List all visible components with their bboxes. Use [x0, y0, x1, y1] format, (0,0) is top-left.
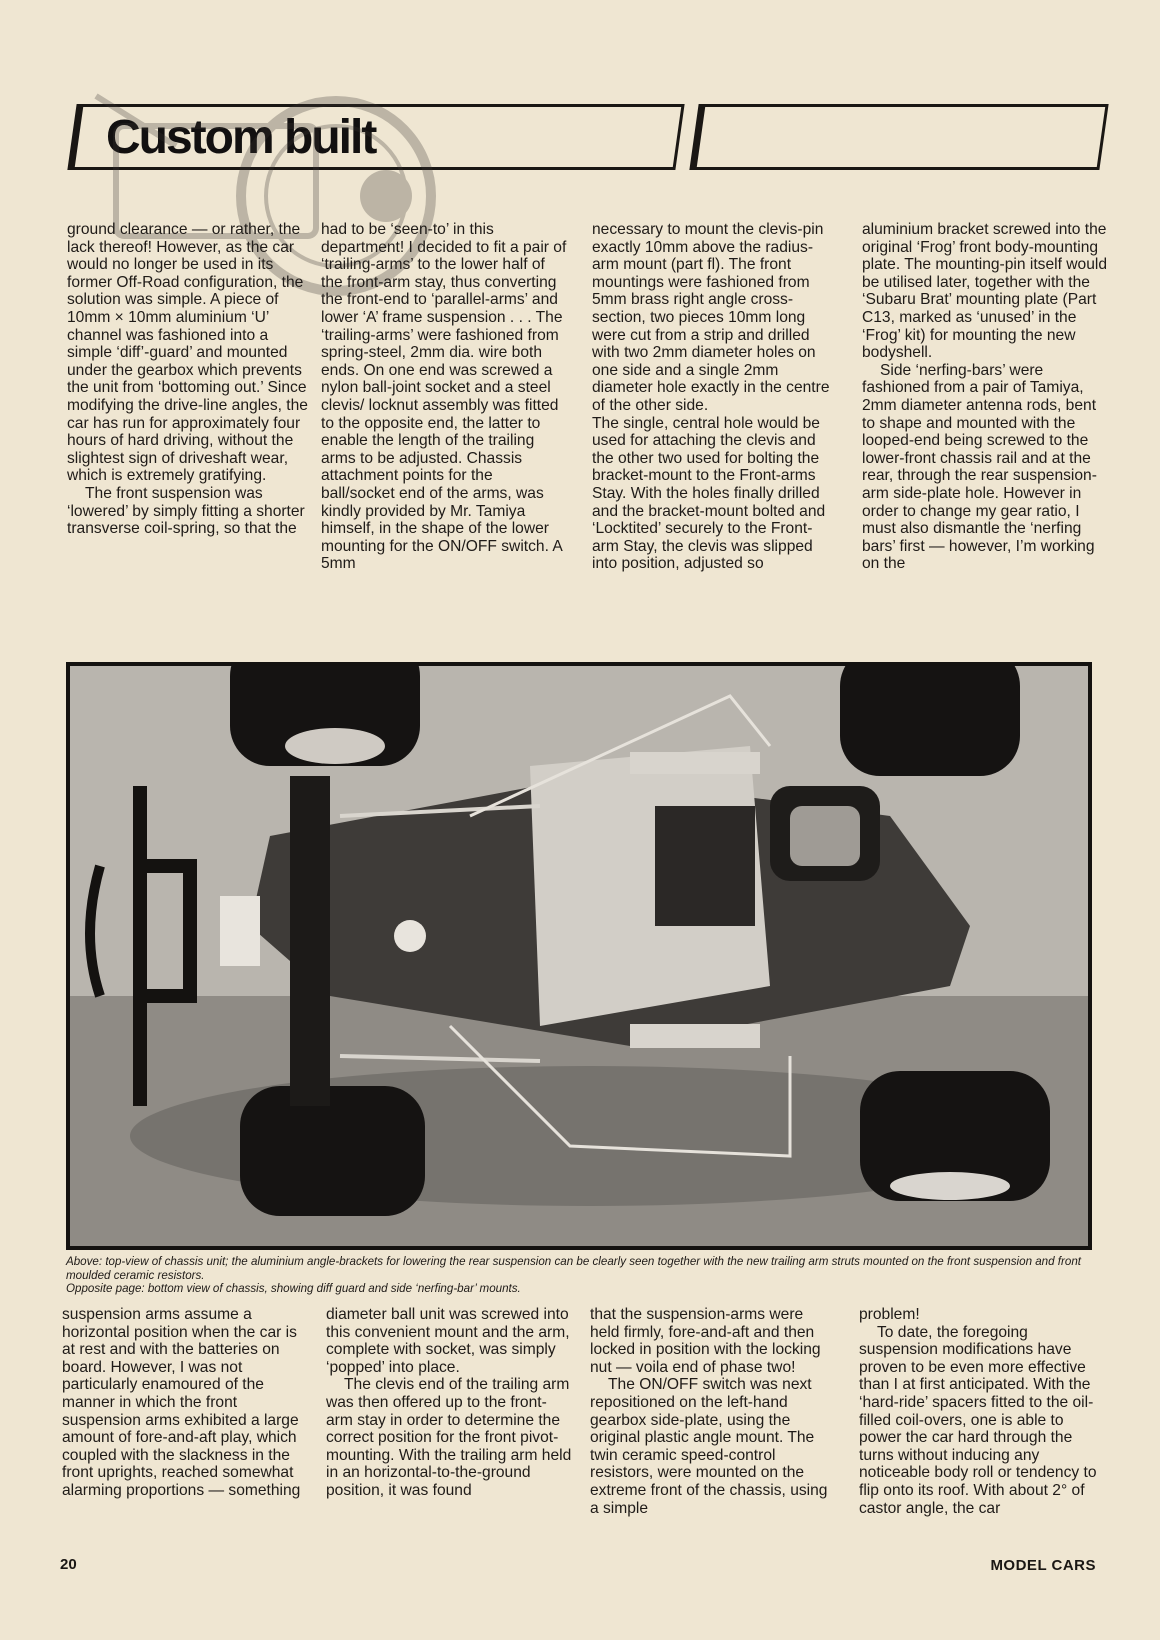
page-number: 20	[60, 1556, 77, 1573]
caption-line: Above: top-view of chassis unit; the aluminium angle-brackets for lowering the rear suspension can be clearly seen together with the new trailing arm struts mounted on the front suspension and front moulded ceramic resistors.	[66, 1255, 1081, 1282]
paragraph: had to be ‘seen-to’ in this department! I decided to fit a pair of ‘trailing-arms’ to the lower half of the front-arm stay, thus converting the front-end to ‘parallel-arms’ and lower ‘A’ frame suspension . . . The ‘trailing-arms’ were fashioned from spring-steel, 2mm dia. wire both ends. On one end was screwed a nylon ball-joint socket and a steel clevis/ locknut assembly was fitted to the opposite end, the latter to enable the length of the trailing arms to be adjusted. Chassis attachment points for the ball/socket end of the arms, was kindly provided by Mr. Tamiya himself, in the shape of the lower mounting for the ON/OFF switch. A 5mm	[321, 221, 567, 573]
paragraph: Side ‘nerfing-bars’ were fashioned from a pair of Tamiya, 2mm diameter antenna rods, bent to shape and mounted with the looped-end being screwed to the lower-front chassis rail and at the rear, through the rear suspension-arm side-plate hole. However in order to change my gear ratio, I must also dismantle the ‘nerfing bars’ first — however, I’m working on the	[862, 361, 1097, 573]
text-column-4	[862, 221, 1108, 573]
page-title: Custom built	[106, 111, 376, 164]
text-column-1	[67, 221, 313, 538]
paragraph: ground clearance — or rather, the lack thereof! However, as the car would no longer be used in its former Off-Road configuration, the solution was simple. A piece of 10mm × 10mm aluminium ‘U’ channel was fashioned into a simple ‘diff’-guard’ and mounted under the gearbox which prevents the unit from ‘bottoming out.’ Since modifying the drive-line angles, the car has run for approximately four hours of hard driving, without the slightest sign of driveshaft wear, which is extremely gratifying.	[67, 221, 308, 485]
text-column-7	[590, 1306, 836, 1517]
photo-caption	[66, 1255, 1096, 1296]
paragraph: The ON/OFF switch was next repositioned on the left-hand gearbox side-plate, using the original plastic angle mount. The twin ceramic speed-control resistors, were mounted on the extreme front of the chassis, using a simple	[590, 1376, 828, 1517]
paragraph: diameter ball unit was screwed into this convenient mount and the arm, complete with socket, was simply ‘popped’ into place.	[326, 1306, 570, 1376]
text-column-6	[326, 1306, 572, 1500]
paragraph: problem!	[859, 1306, 920, 1323]
magazine-name: MODEL CARS	[990, 1557, 1096, 1574]
chassis-photo	[66, 662, 1092, 1250]
paragraph: aluminium bracket screwed into the original ‘Frog’ front body-mounting plate. The mounting-pin itself would be utilised later, together with the ‘Subaru Brat’ mounting plate (Part C13, marked as ‘unused’ in the ‘Frog’ kit) for mounting the new bodyshell.	[862, 221, 1108, 362]
paragraph: that the suspension-arms were held firmly, fore-and-aft and then locked in position with the locking nut — voila end of phase two!	[590, 1306, 821, 1376]
caption-line: Opposite page: bottom view of chassis, showing diff guard and side ‘nerfing-bar’ mounts.	[66, 1282, 521, 1296]
title-frame-right	[689, 104, 1108, 170]
paragraph: The clevis end of the trailing arm was then offered up to the front-arm stay in order to determine the correct position for the front pivot-mounting. With the trailing arm held in an horizontal-to-the-ground position, it was found	[326, 1376, 572, 1499]
text-column-3	[592, 221, 838, 573]
paragraph: To date, the foregoing suspension modifications have proven to be even more effective than I at first anticipated. With the ‘hard-ride’ spacers fitted to the oil-filled coil-overs, one is able to power the car hard through the turns without inducing any noticeable body roll or tendency to flip onto its roof. With about 2° of castor angle, the car	[859, 1323, 1097, 1517]
text-column-8	[859, 1306, 1105, 1517]
paragraph: suspension arms assume a horizontal position when the car is at rest and with the batteries on board. However, I was not particularly enamoured of the manner in which the front suspension arms exhibited a large amount of fore-and-aft play, which coupled with the slackness in the front uprights, reached somewhat alarming proportions — something	[62, 1306, 301, 1499]
paragraph: necessary to mount the clevis-pin exactly 10mm above the radius-arm mount (part fl). The front mountings were fashioned from 5mm brass right angle cross-section, two pieces 10mm long were cut from a strip and drilled with two 2mm diameter holes on one side and a single 2mm diameter hole exactly in the centre of the other side.	[592, 221, 830, 414]
text-column-5	[62, 1306, 308, 1500]
paragraph: The front suspension was ‘lowered’ by simply fitting a shorter transverse coil-spring, so that the	[67, 484, 305, 538]
text-column-2	[321, 221, 567, 573]
paragraph: The single, central hole would be used for attaching the clevis and the other two used for bolting the bracket-mount to the Front-arms Stay. With the holes finally drilled and the bracket-mount bolted and ‘Locktited’ securely to the Front-arm Stay, the clevis was slipped into position, adjusted so	[592, 414, 826, 573]
